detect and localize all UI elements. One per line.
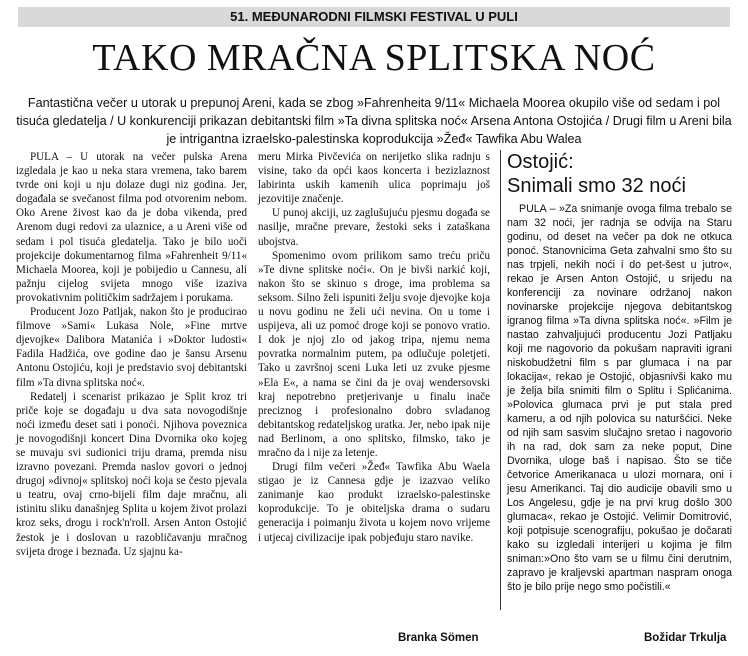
article-paragraph: Producent Jozo Patljak, nakon što je producirao filmove »Sami« Lukasa Nole, »Fine mrtve djevojke« Dalibora Matanića i »Doktor ludosti« Fadila Hadžića, ove godine dao je šansu Arsenu Antonu Ostojiću, koji je predstavio svoj debitantski film »Ta divna splitska noć«. (16, 306, 247, 389)
article-paragraph: meru Mirka Pivčevića on nerijetko slika radnju s visine, tako da opći kaos koncerta i bezizlaznost labirinta uskih kamenih ulica poprimaju još jezovitije značenje. (258, 151, 490, 206)
article-column-1 (16, 150, 247, 559)
festival-header: 51. MEĐUNARODNI FILMSKI FESTIVAL U PULI (18, 7, 730, 27)
headline: TAKO MRAČNA SPLITSKA NOĆ (92, 37, 656, 79)
article-paragraph: Drugi film večeri »Žeđ« Tawfika Abu Waela stigao je iz Cannesa gdje je izazvao veliko zanimanje kao produkt izraelsko-palestinske koprodukcije. To je obiteljska drama o sudaru generacija i poimanju života u kojem novo vrijeme i utjecaj civilizacije ipak pobjeđuju staro navike. (258, 461, 490, 544)
article-paragraph: Redatelj i scenarist prikazao je Split kroz tri priče koje se događaju u dva sata novogodišnje noći između deset sati i ponoći. Njihova poveznica je novogodišnji koncert Dina Dvornika oko kojeg se muvaju svi sudionici triju drama, premda nisu izravno povezani. Premda naslov govori o jednoj drugoj »divnoj« splitskoj noći koja se često pjevala u teatru, ovaj crno-bijeli film daje mračnu, ali istinitu sliku današnjeg Splita u kojem život prolazi kroz seks, drogu i rock'n'roll. Arsen Anton Ostojić žestok je i doslovan u razobličavanju mračnog svijeta droge i beznađa. Uz sjajnu ka- (16, 390, 247, 558)
article-byline: Branka Sömen (398, 632, 479, 644)
article-paragraph: PULA – U utorak na večer pulska Arena izgledala je kao u neka stara vremena, tako barem tvrde oni koji u nju dolaze dugi niz godina. Jer, događala se svečanost filma pod otvorenim nebom. Oko Arene živost kao da je doba vikenda, pred Arenom dugi redovi za ulaznice, a u Areni više od sedam i pol tisuća gledatelja. Tako je bilo uoči projekcije dokumentarnog filma »Fahrenheit 9/11« Michaela Moorea, koji je pobijedio u Cannesu, ali pažnju cijelog svijeta mnogo više izaziva provokativnim političkim sadržajem i porukama. (16, 151, 247, 304)
sidebar-byline: Božidar Trkulja (644, 632, 727, 644)
sidebar-title: Ostojić: (507, 151, 574, 173)
lede: Fantastična večer u utorak u prepunoj Areni, kada se zbog »Fahrenheita 9/11« Michaela Moorea okupilo više od sedam i pol tisuća gledatelja / U konkurenciji prikazan debitantski film »Ta divna splitska noć« Arsena Antona Ostojića / Drugi film u Areni bila je intrigantna izraelsko-palestinska koprodukcija »Žeđ« Tawfika Abu Walea (16, 96, 732, 146)
article-paragraph: Spomenimo ovom prilikom samo treću priču »Te divne splitske noći«. On je bivši narkić koji, nakon što se skinuo s droge, ima problema sa seksom. Silno želi ispuniti želju svoje djevojke koja u novu godinu ne želi ući nevina. On u tome i uspijeva, ali uz pomoć droge koji se ponovo vratio. I dok je njoj zlo od jakog tripa, njemu nema povratka normalnim putem, pa odlučuje poletjeti. Tako u završnoj sceni Luka leti uz zvuke pjesme »Ela E«, a nama se čini da je ovaj wendersovski kraj nepotrebno pretjerivanje u finalu inače preciznog i profesionalno dobro svladanog debitantskog redateljskog uratka. Jer, nebo ipak nije nad Berlinom, a ono splitsko, filmsko, tako je mračno da i nije za letenje. (258, 249, 490, 459)
sidebar-subtitle: Snimali smo 32 noći (507, 175, 686, 197)
column-divider (500, 150, 501, 610)
article-paragraph: U punoj akciji, uz zaglušujuću pjesmu događa se nasilje, mračne prevare, žestoki seks i zataškana ubojstva. (258, 207, 490, 248)
sidebar-paragraph: PULA – »Za snimanje ovoga filma trebalo se nam 32 noći, jer radnja se odvija na Staru godinu, od deset na večer pa dok ne otkuca ponoć. Stanovnicima Geta zahvalni smo što su nas trpjeli, nekih noći i do pet-šest u jutro«, rekao je Arsen Anton Ostojić, u srijedu na konferenciji za novinare održanoj nakon novinarske projekcije njegova debitantskog igranog filma »Ta divna splitska noć«. »Film je nastao zahvaljujući producentu Jozi Patljaku koji me nagovorio da pokušam napraviti igrani niskobudžetni film s par glumaca i na par lokacija«, rekao je Ostojić, objasnivši kako mu je želja bila snimiti film o Splitu i Splićanima. »Polovica glumaca prvi je put stala pred kameru, a od njih polovica su naturšćici. Neke od njih sam sasvim slučajno sretao i nagovorio ih na rad, dok sam za neke poput, Dine Dvornika, uloge baš i napisao. Što se tiče četvorice Amerikanaca u ulozi mornara, oni i jesu Amerikanci. Taj dio audicije obavili smo u Los Angelesu, gdje je na prvi krug došlo 300 glumaca«, rekao je Ostojić. Velimir Domitrović, koji potpisuje scenografiju, pokušao je dočarati kako su izgledali interijeri u kojima je film sniman:»Ono što vam se u filmu čini derutnim, zapravo je kraljevski apartman naspram onoga što je bilo prije nego smo počistili.« (507, 203, 732, 593)
article-column-2 (258, 150, 490, 545)
sidebar-text (507, 202, 732, 594)
sidebar-box (507, 150, 732, 594)
